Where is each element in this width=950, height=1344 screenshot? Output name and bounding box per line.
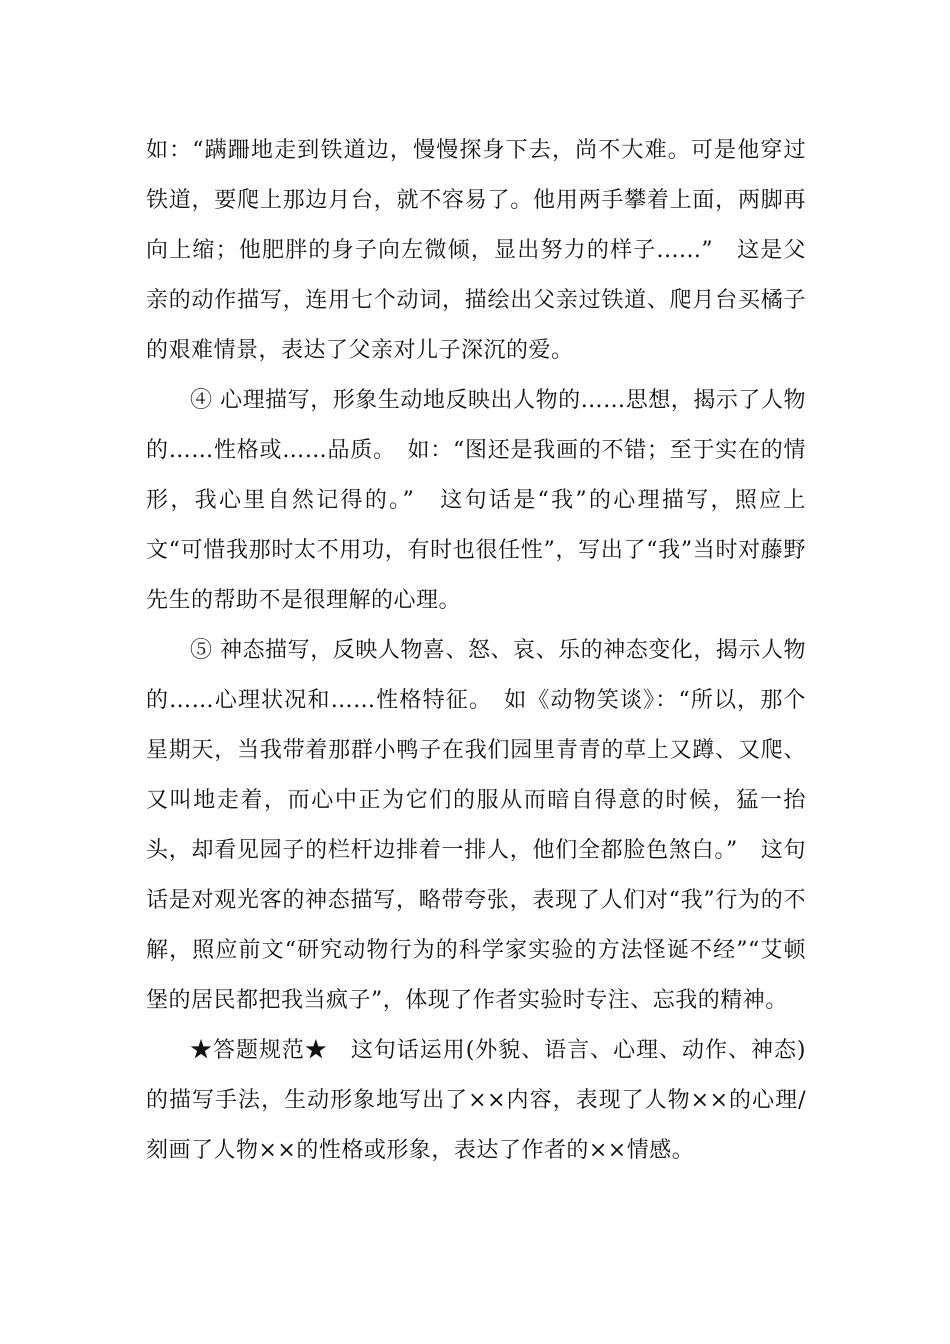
- paragraph-expression-description: ⑤ 神态描写，反映人物喜、怒、哀、乐的神态变化，揭示人物的……心理状况和……性格特征。 如《动物笑谈》：“所以，那个星期天，当我带着那群小鸭子在我们园里青青的草上又蹲、又爬、又叫地走着，而心中正为它们的服从而暗自得意的时候，猛一抬头，却看见园子的栏杆边排着一排人，他们全都脸色煞白。” 这句话是对观光客的神态描写，略带夸张，表现了人们对“我”行为的不解，照应前文“研究动物行为的科学家实验的方法怪诞不经”“艾顿堡的居民都把我当疯子”，体现了作者实验时专注、忘我的精神。: [146, 638, 806, 1013]
- paragraph-psychological-description: ④ 心理描写，形象生动地反映出人物的……思想，揭示了人物的……性格或……品质。 如：“图还是我画的不错；至于实在的情形，我心里自然记得的。” 这句话是“我”的心理描写，照应上文“可惜我那时太不用功，有时也很任性”，写出了“我”当时对藤野先生的帮助不是很理解的心理。: [146, 388, 806, 613]
- paragraph-answer-template: ★答题规范★ 这句话运用(外貌、语言、心理、动作、神态)的描写手法，生动形象地写出了××内容，表现了人物××的心理/刻画了人物××的性格或形象，表达了作者的××情感。: [146, 1038, 806, 1163]
- document-body: [146, 126, 806, 1176]
- paragraph-action-description-example: 如：“蹒跚地走到铁道边，慢慢探身下去，尚不大难。可是他穿过铁道，要爬上那边月台，就不容易了。他用两手攀着上面，两脚再向上缩；他肥胖的身子向左微倾，显出努力的样子......” 这是父亲的动作描写，连用七个动词，描绘出父亲过铁道、爬月台买橘子的艰难情景，表达了父亲对儿子深沉的爱。: [146, 138, 806, 363]
